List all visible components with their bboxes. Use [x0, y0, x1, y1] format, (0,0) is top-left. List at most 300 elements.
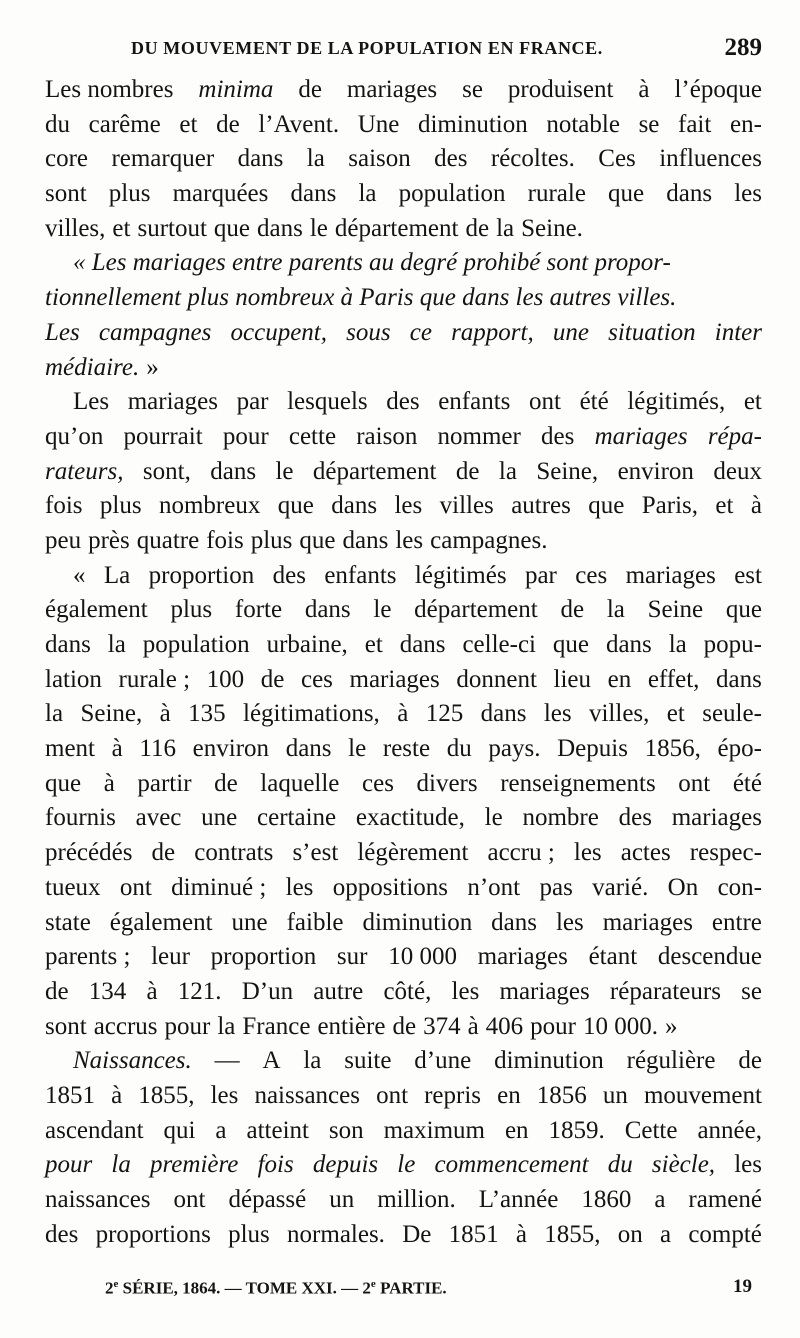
text-word: commencement	[434, 1151, 589, 1179]
text-word: de	[560, 596, 585, 624]
text-word: ont	[173, 1186, 206, 1213]
text-word: Ces	[598, 145, 636, 173]
text-word: Seine,	[536, 457, 599, 485]
text-word: de	[260, 665, 285, 693]
text-word: minima	[198, 76, 274, 103]
text-word: année,	[697, 1116, 762, 1144]
text-word: 1851	[448, 1220, 499, 1248]
text-word: la	[217, 1012, 236, 1040]
text-word: du	[607, 1151, 633, 1179]
text-word: diminution	[417, 110, 528, 138]
text-word: des	[618, 804, 652, 832]
text-word: France	[242, 1012, 311, 1040]
text-word: 10 000	[388, 943, 457, 971]
text-word: entière	[317, 1012, 386, 1040]
text-word: la	[107, 631, 126, 658]
text-word: million.	[377, 1186, 456, 1213]
footer-part-text: PARTIE.	[375, 1278, 447, 1298]
text-word: tueux	[45, 873, 101, 901]
text-word: diminution	[362, 908, 473, 936]
text-word: deux	[713, 457, 762, 485]
text-word: 135	[188, 700, 226, 728]
text-word: celle-ci	[462, 631, 536, 658]
text-word: fois	[206, 526, 244, 554]
text-word: ascendant	[45, 1116, 144, 1144]
text-word: forte	[234, 596, 283, 624]
footer-part-sup: e	[370, 1278, 376, 1290]
text-word: dépassé	[228, 1186, 307, 1213]
text-word: surtout	[137, 214, 207, 242]
text-word: sur	[336, 943, 368, 971]
text-word: à	[467, 1012, 479, 1040]
text-word: dans	[304, 596, 351, 624]
text-word: et	[112, 214, 131, 242]
text-word: situation	[608, 318, 696, 346]
text-word: dans	[480, 700, 527, 728]
text-word: se	[462, 76, 483, 103]
text-word: du	[446, 735, 472, 763]
text-word: mariages	[499, 977, 590, 1005]
text-line	[45, 836, 762, 871]
text-word: en-	[729, 110, 762, 138]
footer-signature	[45, 1274, 762, 1304]
text-word: par	[524, 561, 557, 589]
text-word: de	[216, 110, 240, 138]
text-word: 406	[485, 1012, 524, 1040]
text-word: A	[262, 1047, 281, 1075]
page-number: 289	[724, 34, 762, 61]
text-word: Naissances.	[73, 1047, 192, 1075]
text-line	[45, 1218, 762, 1253]
text-word: pays.	[488, 735, 541, 763]
text-word: a	[215, 1116, 227, 1144]
text-word: respec-	[689, 839, 762, 867]
text-word: que	[45, 769, 82, 797]
text-word: s’est	[292, 839, 339, 867]
text-word: pour	[45, 1151, 93, 1179]
text-word: Seine	[647, 596, 704, 624]
text-line	[45, 455, 762, 490]
text-word: pas	[539, 873, 573, 901]
text-word: du	[45, 110, 70, 138]
text-line	[45, 142, 762, 177]
text-line	[45, 663, 762, 698]
running-title: DU MOUVEMENT DE LA POPULATION EN FRANCE.	[131, 38, 603, 58]
text-word: pour	[222, 422, 269, 450]
text-word: le	[309, 214, 328, 242]
text-word: dans	[605, 631, 652, 658]
text-word: carême	[88, 110, 161, 138]
text-word: certaine	[257, 804, 337, 832]
text-word: a	[659, 1220, 672, 1248]
text-word: fois	[45, 492, 83, 520]
text-word: cette	[288, 422, 337, 450]
text-word: le	[373, 596, 392, 624]
text-word: naissances	[254, 1081, 360, 1109]
text-word: D’un	[241, 977, 294, 1005]
text-word: les	[555, 908, 584, 936]
text-word: des	[45, 1220, 79, 1248]
text-word: autre	[313, 977, 364, 1005]
text-word: la	[496, 214, 515, 242]
text-word: rateurs,	[45, 457, 124, 485]
text-line	[45, 940, 762, 975]
text-word: donnent	[456, 665, 537, 693]
text-word: ces	[300, 665, 333, 693]
footer-series-sup: e	[113, 1278, 119, 1290]
text-word: plus	[99, 492, 142, 520]
text-word: pour	[530, 1012, 576, 1040]
text-word: que	[588, 492, 625, 520]
text-word: descendue	[657, 943, 762, 971]
text-line	[45, 906, 762, 941]
text-word: les	[285, 873, 314, 901]
text-line	[45, 420, 762, 455]
footer-series-line	[105, 1278, 447, 1299]
text-word: dans	[45, 631, 91, 658]
text-word: la	[303, 1047, 322, 1075]
text-word: à	[111, 1081, 123, 1109]
text-word: 121.	[177, 977, 222, 1005]
text-word: 1855,	[138, 1081, 195, 1109]
text-word: 125	[425, 700, 464, 728]
text-word: que	[725, 596, 762, 624]
text-word: 374	[423, 1012, 461, 1040]
text-word: mariages	[594, 422, 688, 450]
text-word: normales.	[287, 1220, 385, 1248]
text-word: siècle,	[651, 1151, 716, 1179]
text-word: enfants	[438, 388, 511, 416]
text-word: entre	[711, 908, 762, 936]
text-word: une	[231, 908, 268, 936]
text-word: mariages	[625, 561, 716, 589]
text-word: dans	[210, 457, 257, 485]
text-word: Seine,	[80, 700, 143, 728]
text-word: de	[465, 214, 490, 242]
text-word: que	[213, 214, 251, 242]
text-word: n’ont	[467, 873, 521, 901]
text-word: villes,	[588, 700, 650, 728]
text-word: dans	[257, 214, 303, 242]
text-word: une	[552, 318, 589, 346]
text-word: qu’on	[45, 422, 104, 450]
text-word: proportion	[210, 943, 317, 971]
text-word: dans	[331, 492, 378, 520]
text-word: ont	[529, 388, 561, 416]
text-word: effet,	[647, 665, 700, 693]
text-word: dans	[290, 180, 337, 208]
text-word: mariages	[671, 804, 762, 832]
text-word: environ	[617, 457, 694, 485]
text-word: accrus	[93, 1012, 158, 1040]
text-word: oppositions	[332, 873, 449, 901]
text-word: Les nombres	[45, 76, 174, 103]
text-word: que	[608, 180, 645, 208]
text-word: sous	[346, 318, 391, 346]
text-word: de	[392, 1012, 417, 1040]
text-word: le	[484, 804, 503, 832]
text-word: reste	[382, 735, 431, 763]
text-word: département	[312, 457, 437, 485]
text-word: fois	[257, 1151, 294, 1179]
text-word: qui	[163, 1116, 196, 1144]
text-word: également	[45, 596, 148, 624]
text-word: renseignements	[500, 769, 656, 797]
text-word: Une	[357, 110, 400, 138]
text-word: Depuis	[557, 735, 628, 763]
text-line	[45, 385, 762, 420]
text-word: récoltes.	[490, 145, 575, 173]
text-word: les	[734, 1151, 762, 1179]
text-word: maximum	[383, 1116, 485, 1144]
text-word: divers	[416, 769, 478, 797]
text-word: proportion	[148, 561, 255, 589]
text-word: à	[397, 700, 409, 728]
text-word: ont	[119, 873, 152, 901]
text-word: saison	[348, 145, 411, 173]
text-line	[45, 593, 762, 628]
text-word: ont	[678, 769, 711, 797]
text-word: »	[665, 1012, 678, 1040]
text-word: la	[111, 1151, 131, 1179]
text-word: des	[386, 388, 420, 416]
text-word: sont	[45, 180, 87, 208]
text-word: 1856,	[644, 735, 701, 763]
text-line	[45, 212, 762, 247]
text-word: »	[146, 353, 159, 381]
text-word: sont	[45, 1012, 87, 1040]
text-word: remarquer	[111, 145, 215, 173]
text-line	[45, 351, 762, 386]
text-word: de	[455, 457, 480, 485]
text-word: été	[579, 388, 609, 416]
text-word: varié.	[592, 873, 649, 901]
text-word: département	[334, 214, 459, 242]
text-word: et	[179, 110, 198, 138]
text-word: la	[498, 457, 517, 485]
text-word: à	[146, 977, 158, 1005]
text-word: dans	[237, 145, 284, 173]
text-word: De	[402, 1220, 432, 1248]
text-word: dans	[399, 631, 446, 658]
text-word: a	[654, 1186, 666, 1213]
text-line	[45, 1079, 762, 1114]
text-word: faible	[286, 908, 344, 936]
text-word: les	[734, 180, 762, 208]
text-word: 1860	[581, 1186, 632, 1213]
text-word: pourrait	[123, 422, 203, 450]
text-word: dans	[491, 908, 537, 936]
text-word: les	[573, 839, 602, 867]
text-word: se	[741, 977, 762, 1005]
text-word: diminué ;	[171, 873, 267, 901]
text-word: de	[45, 977, 69, 1005]
text-word: pour	[164, 1012, 211, 1040]
text-word: la	[358, 180, 377, 208]
text-word: mariages	[477, 943, 568, 971]
text-word: parents ;	[45, 943, 131, 971]
text-word: —	[214, 1047, 240, 1075]
text-word: Les	[73, 388, 110, 416]
text-word: quatre	[136, 526, 200, 554]
text-line	[45, 871, 762, 906]
text-word: des	[272, 561, 306, 589]
text-word: nombre	[522, 804, 599, 832]
text-word: l’Avent.	[258, 110, 340, 138]
text-word: à	[111, 735, 123, 763]
text-word: plus	[170, 596, 213, 624]
text-word: l’époque	[674, 76, 762, 103]
text-line	[45, 1044, 762, 1079]
text-line	[45, 316, 762, 351]
text-word: la	[45, 700, 64, 728]
text-word: 1859.	[548, 1116, 605, 1144]
text-word: de	[214, 769, 238, 797]
text-word: 1855,	[544, 1220, 601, 1248]
text-word: que	[552, 631, 590, 658]
text-word: que	[299, 526, 336, 554]
text-word: sont,	[142, 457, 191, 485]
text-word: 10 000.	[583, 1012, 658, 1040]
text-line	[45, 767, 762, 802]
text-word: villes,	[45, 214, 106, 242]
text-word: 1856	[536, 1081, 587, 1109]
text-line	[45, 1148, 762, 1183]
text-word: des	[541, 422, 575, 450]
text-word: Paris,	[641, 492, 699, 520]
text-word: la	[606, 596, 625, 624]
text-word: « Les mariages entre parents au degré prohibé sont propor-	[73, 249, 671, 277]
text-line	[45, 177, 762, 212]
text-word: proportions	[95, 1220, 211, 1248]
text-line	[45, 732, 762, 767]
text-word: rurale	[527, 180, 586, 208]
text-word: plus	[250, 526, 293, 554]
text-word: à	[103, 769, 115, 797]
text-word: nommer	[437, 422, 521, 450]
text-word: mariages	[127, 388, 218, 416]
text-word: 100	[206, 665, 245, 693]
text-word: 134	[88, 977, 127, 1005]
footer-sheet-number: 19	[733, 1276, 752, 1297]
text-word: fait	[678, 110, 712, 138]
text-word: première	[150, 1151, 239, 1179]
text-word: lesquels	[287, 388, 368, 416]
text-line	[45, 524, 762, 559]
text-word: state	[45, 908, 91, 936]
footer-series-number: 2	[105, 1278, 114, 1298]
text-word: Les	[45, 318, 80, 346]
text-word: lation	[45, 665, 102, 693]
text-word: le	[275, 457, 294, 485]
text-word: inter	[714, 318, 762, 346]
text-word: à	[515, 1220, 527, 1248]
text-word: et	[715, 492, 734, 520]
text-word: Cette	[624, 1116, 678, 1144]
text-word: dans	[342, 526, 389, 554]
text-word: tionnellement plus nombreux à Paris que dans les autres villes.	[45, 284, 677, 312]
text-word: son	[328, 1116, 364, 1144]
text-word: population	[142, 631, 250, 658]
text-word: le	[348, 735, 367, 763]
text-word: exactitude,	[355, 804, 465, 832]
text-word: mariages	[349, 665, 440, 693]
text-word: depuis	[312, 1151, 379, 1179]
text-word: été	[732, 769, 762, 797]
text-word: à	[159, 700, 171, 728]
text-word: légitimés,	[627, 388, 726, 416]
text-word: à	[750, 492, 762, 520]
body-text	[45, 73, 762, 1252]
text-word: médiaire.	[45, 353, 140, 381]
text-word: notable	[546, 110, 620, 138]
text-word: de	[738, 1047, 762, 1075]
text-line	[45, 628, 762, 663]
text-word: les	[394, 492, 423, 520]
text-word: département	[414, 596, 538, 624]
text-word: actes	[620, 839, 671, 867]
text-word: en	[607, 665, 632, 693]
text-word: environ	[192, 735, 270, 763]
text-word: mariages	[346, 76, 438, 103]
text-word: les	[395, 526, 424, 554]
text-word: raison	[356, 422, 418, 450]
text-word: mouvement	[643, 1081, 762, 1109]
text-line	[45, 108, 762, 143]
text-word: plus	[108, 180, 151, 208]
text-word: population	[398, 180, 506, 208]
text-word: d’une	[414, 1047, 472, 1075]
text-word: en	[497, 1081, 521, 1109]
text-word: un	[329, 1186, 355, 1213]
text-word: et	[666, 700, 685, 728]
text-word: rurale ;	[118, 665, 191, 693]
text-word: autres	[511, 492, 571, 520]
text-word: de	[298, 76, 322, 103]
text-word: et	[743, 388, 762, 416]
text-word: à	[638, 76, 650, 103]
text-word: villes	[439, 492, 494, 520]
text-word: le	[397, 1151, 416, 1179]
text-word: légitimations,	[243, 700, 380, 728]
text-word: accru ;	[487, 839, 555, 867]
text-word: également	[109, 908, 213, 936]
text-word: par	[236, 388, 269, 416]
text-word: La	[103, 561, 131, 589]
text-word: les	[451, 977, 480, 1005]
text-word: influences	[659, 145, 762, 173]
text-word: étant	[588, 943, 638, 971]
text-word: partir	[137, 769, 192, 797]
text-word: Seine.	[521, 214, 583, 242]
text-word: compté	[688, 1220, 762, 1248]
text-word: la	[668, 631, 687, 658]
text-word: dans	[666, 180, 713, 208]
text-word: ces	[575, 561, 608, 589]
text-word: les	[210, 1081, 239, 1109]
text-word: repris	[424, 1081, 482, 1109]
text-word: les	[543, 700, 572, 728]
text-word: que	[277, 492, 314, 520]
text-word: occupent,	[230, 318, 327, 346]
text-word: dans	[716, 665, 762, 693]
text-word: en	[504, 1116, 529, 1144]
text-word: mariages	[602, 908, 693, 936]
footer-series-text: SÉRIE, 1864. — TOME XXI. — 2	[118, 1278, 371, 1298]
text-line	[45, 1114, 762, 1149]
text-word: peu	[45, 526, 82, 554]
running-head	[45, 34, 762, 64]
